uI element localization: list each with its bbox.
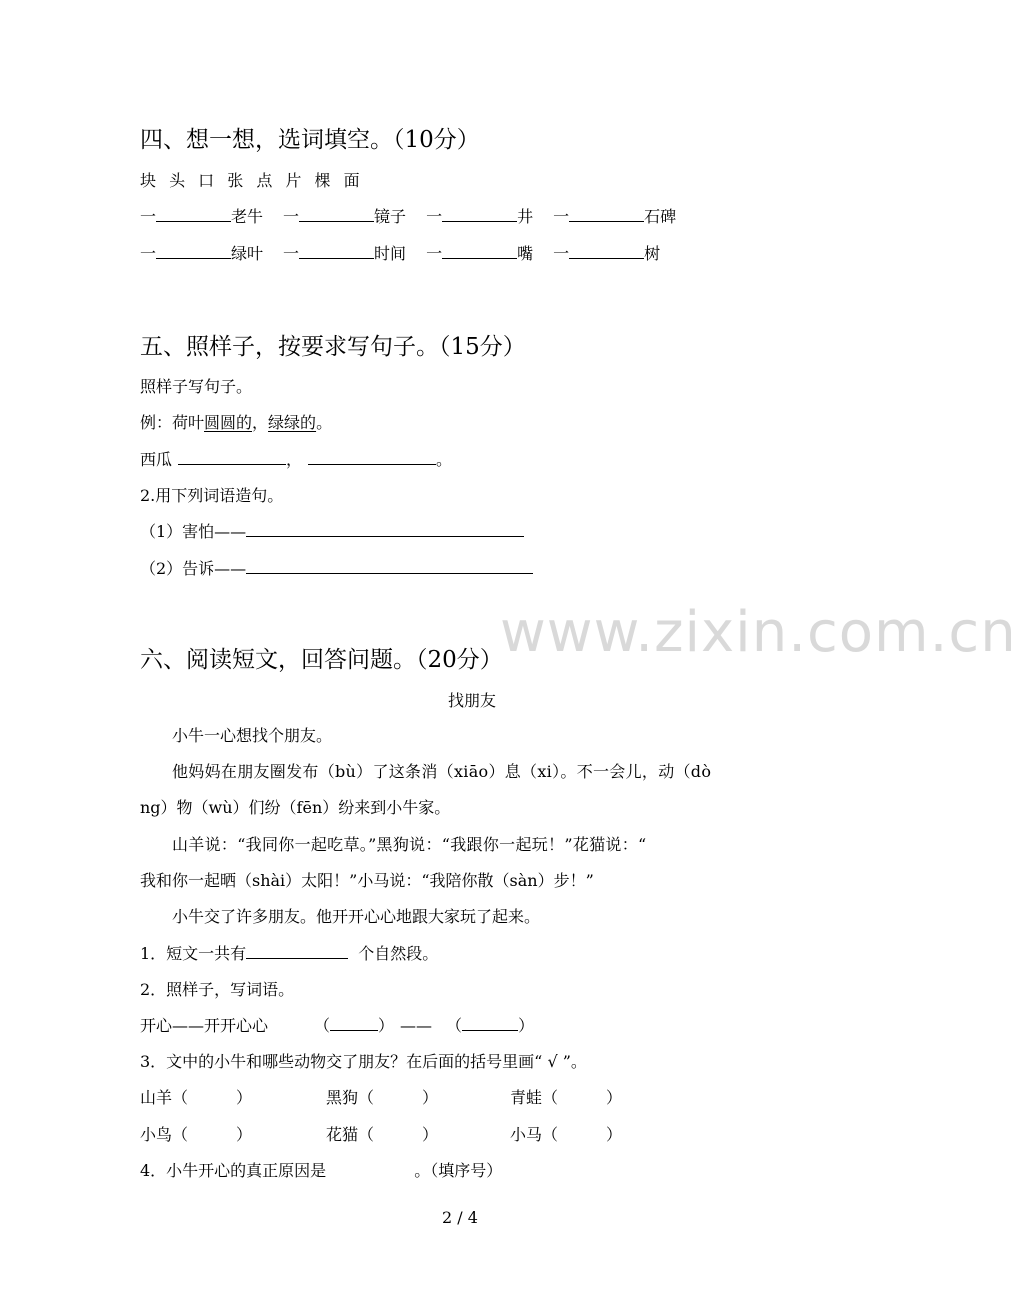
blank-prefix: 一	[426, 244, 443, 263]
answer-blank[interactable]	[156, 205, 231, 222]
section-4-heading: 四、想一想，选词填空。（10分）	[140, 127, 480, 153]
paren-close: ）	[518, 1016, 535, 1035]
animal-choice[interactable]	[326, 1122, 438, 1145]
section-5-heading: 五、照样子，按要求写句子。（15分）	[140, 334, 526, 360]
close-paren: ）	[236, 1125, 253, 1144]
blank-suffix: 镜子	[374, 207, 407, 226]
question-2: 2．照样子，写词语。	[140, 980, 295, 999]
item-label: （2）告诉——	[140, 559, 247, 578]
story-paragraph-continued: ng）物（wù）们纷（fēn）纷来到小牛家。	[140, 798, 451, 817]
answer-blank[interactable]	[462, 1014, 518, 1031]
blank-prefix: 一	[553, 244, 570, 263]
paren-open: （	[314, 1016, 331, 1035]
question-1	[140, 941, 438, 964]
fill-sentence	[140, 447, 452, 470]
answer-blank[interactable]	[330, 1014, 378, 1031]
answer-blank[interactable]	[299, 205, 374, 222]
story-paragraph: 小牛交了许多朋友。他开开心心地跟大家玩了起来。	[172, 907, 541, 926]
animal-choice[interactable]	[326, 1085, 438, 1108]
blank-prefix: 一	[283, 244, 300, 263]
answer-blank[interactable]	[308, 448, 436, 465]
example-period: 。	[316, 413, 333, 432]
paren-open: （	[446, 1016, 463, 1035]
q1-title: 照样子写句子。	[140, 377, 253, 396]
blank-suffix: 树	[644, 244, 661, 263]
watermark: www.zixin.com.cn	[500, 600, 1017, 665]
close-paren: ）	[606, 1088, 623, 1107]
question-3: 3．文中的小牛和哪些动物交了朋友？在后面的括号里画“ √ ”。	[140, 1052, 587, 1071]
story-paragraph: 山羊说：“我同你一起吃草。”黑狗说：“我跟你一起玩！”花猫说：“	[172, 835, 647, 854]
blank-suffix: 老牛	[231, 207, 264, 226]
animal-choice[interactable]	[140, 1122, 252, 1145]
q4-suffix: 。（填序号）	[414, 1161, 503, 1180]
pattern-dash: ——	[400, 1016, 433, 1035]
answer-blank[interactable]	[299, 242, 374, 259]
example-underlined-1: 圆圆的	[204, 413, 253, 432]
example-comma: ，	[252, 413, 269, 432]
close-paren: ）	[236, 1088, 253, 1107]
item-label: （1）害怕——	[140, 522, 247, 541]
section-6-heading: 六、阅读短文，回答问题。（20分）	[140, 647, 503, 673]
animal-label: 黑狗（	[326, 1088, 375, 1107]
page-number: 2 / 4	[442, 1208, 478, 1227]
example-sentence	[140, 410, 332, 433]
blank-suffix: 时间	[374, 244, 407, 263]
close-paren: ）	[606, 1125, 623, 1144]
q1-prefix: 1．短文一共有	[140, 944, 247, 963]
blank-prefix: 一	[426, 207, 443, 226]
pattern-example: 开心——开开心心	[140, 1016, 269, 1035]
q1-suffix: 个自然段。	[358, 944, 439, 963]
fill-period: 。	[436, 450, 453, 469]
animal-choice[interactable]	[510, 1085, 622, 1108]
animal-choice[interactable]	[510, 1122, 622, 1145]
animal-label: 青蛙（	[510, 1088, 559, 1107]
q2-title: 2.用下列词语造句。	[140, 486, 284, 505]
answer-line[interactable]	[246, 557, 533, 574]
fill-comma: ，	[286, 450, 303, 469]
close-paren: ）	[422, 1125, 439, 1144]
animal-choice[interactable]	[140, 1085, 252, 1108]
blank-prefix: 一	[283, 207, 300, 226]
blank-suffix: 嘴	[517, 244, 534, 263]
q4-prefix: 4．小牛开心的真正原因是	[140, 1161, 327, 1180]
blank-suffix: 石碑	[644, 207, 677, 226]
story-paragraph: 小牛一心想找个朋友。	[172, 726, 333, 745]
blank-prefix: 一	[140, 244, 157, 263]
story-paragraph-continued: 我和你一起晒（shài）太阳！”小马说：“我陪你散（sàn）步！”	[140, 871, 594, 890]
question-4	[140, 1158, 502, 1181]
story-paragraph: 他妈妈在朋友圈发布（bù）了这条消（xiāo）息（xi）。不一会儿，动（dò	[172, 762, 712, 781]
answer-blank[interactable]	[569, 242, 644, 259]
word-bank: 块 头 口 张 点 片 棵 面	[140, 171, 361, 190]
example-prefix: 例：荷叶	[140, 413, 205, 432]
paren-close: ）	[378, 1016, 395, 1035]
fill-row-1	[140, 204, 676, 227]
word-pattern	[140, 1013, 534, 1036]
example-underlined-2: 绿绿的	[268, 413, 317, 432]
answer-blank[interactable]	[569, 205, 644, 222]
answer-blank[interactable]	[178, 448, 286, 465]
answer-blank[interactable]	[246, 942, 348, 959]
answer-blank[interactable]	[156, 242, 231, 259]
sentence-item-1	[140, 519, 524, 542]
animal-label: 小马（	[510, 1125, 559, 1144]
answer-blank[interactable]	[442, 205, 517, 222]
answer-blank[interactable]	[442, 242, 517, 259]
answer-line[interactable]	[246, 520, 524, 537]
animal-label: 山羊（	[140, 1088, 189, 1107]
story-title: 找朋友	[448, 691, 497, 710]
blank-suffix: 井	[517, 207, 534, 226]
blank-prefix: 一	[140, 207, 157, 226]
blank-prefix: 一	[553, 207, 570, 226]
animal-label: 小鸟（	[140, 1125, 189, 1144]
blank-suffix: 绿叶	[231, 244, 264, 263]
sentence-item-2	[140, 556, 533, 579]
close-paren: ）	[422, 1088, 439, 1107]
fill-prefix: 西瓜	[140, 450, 173, 469]
animal-label: 花猫（	[326, 1125, 375, 1144]
fill-row-2	[140, 241, 660, 264]
